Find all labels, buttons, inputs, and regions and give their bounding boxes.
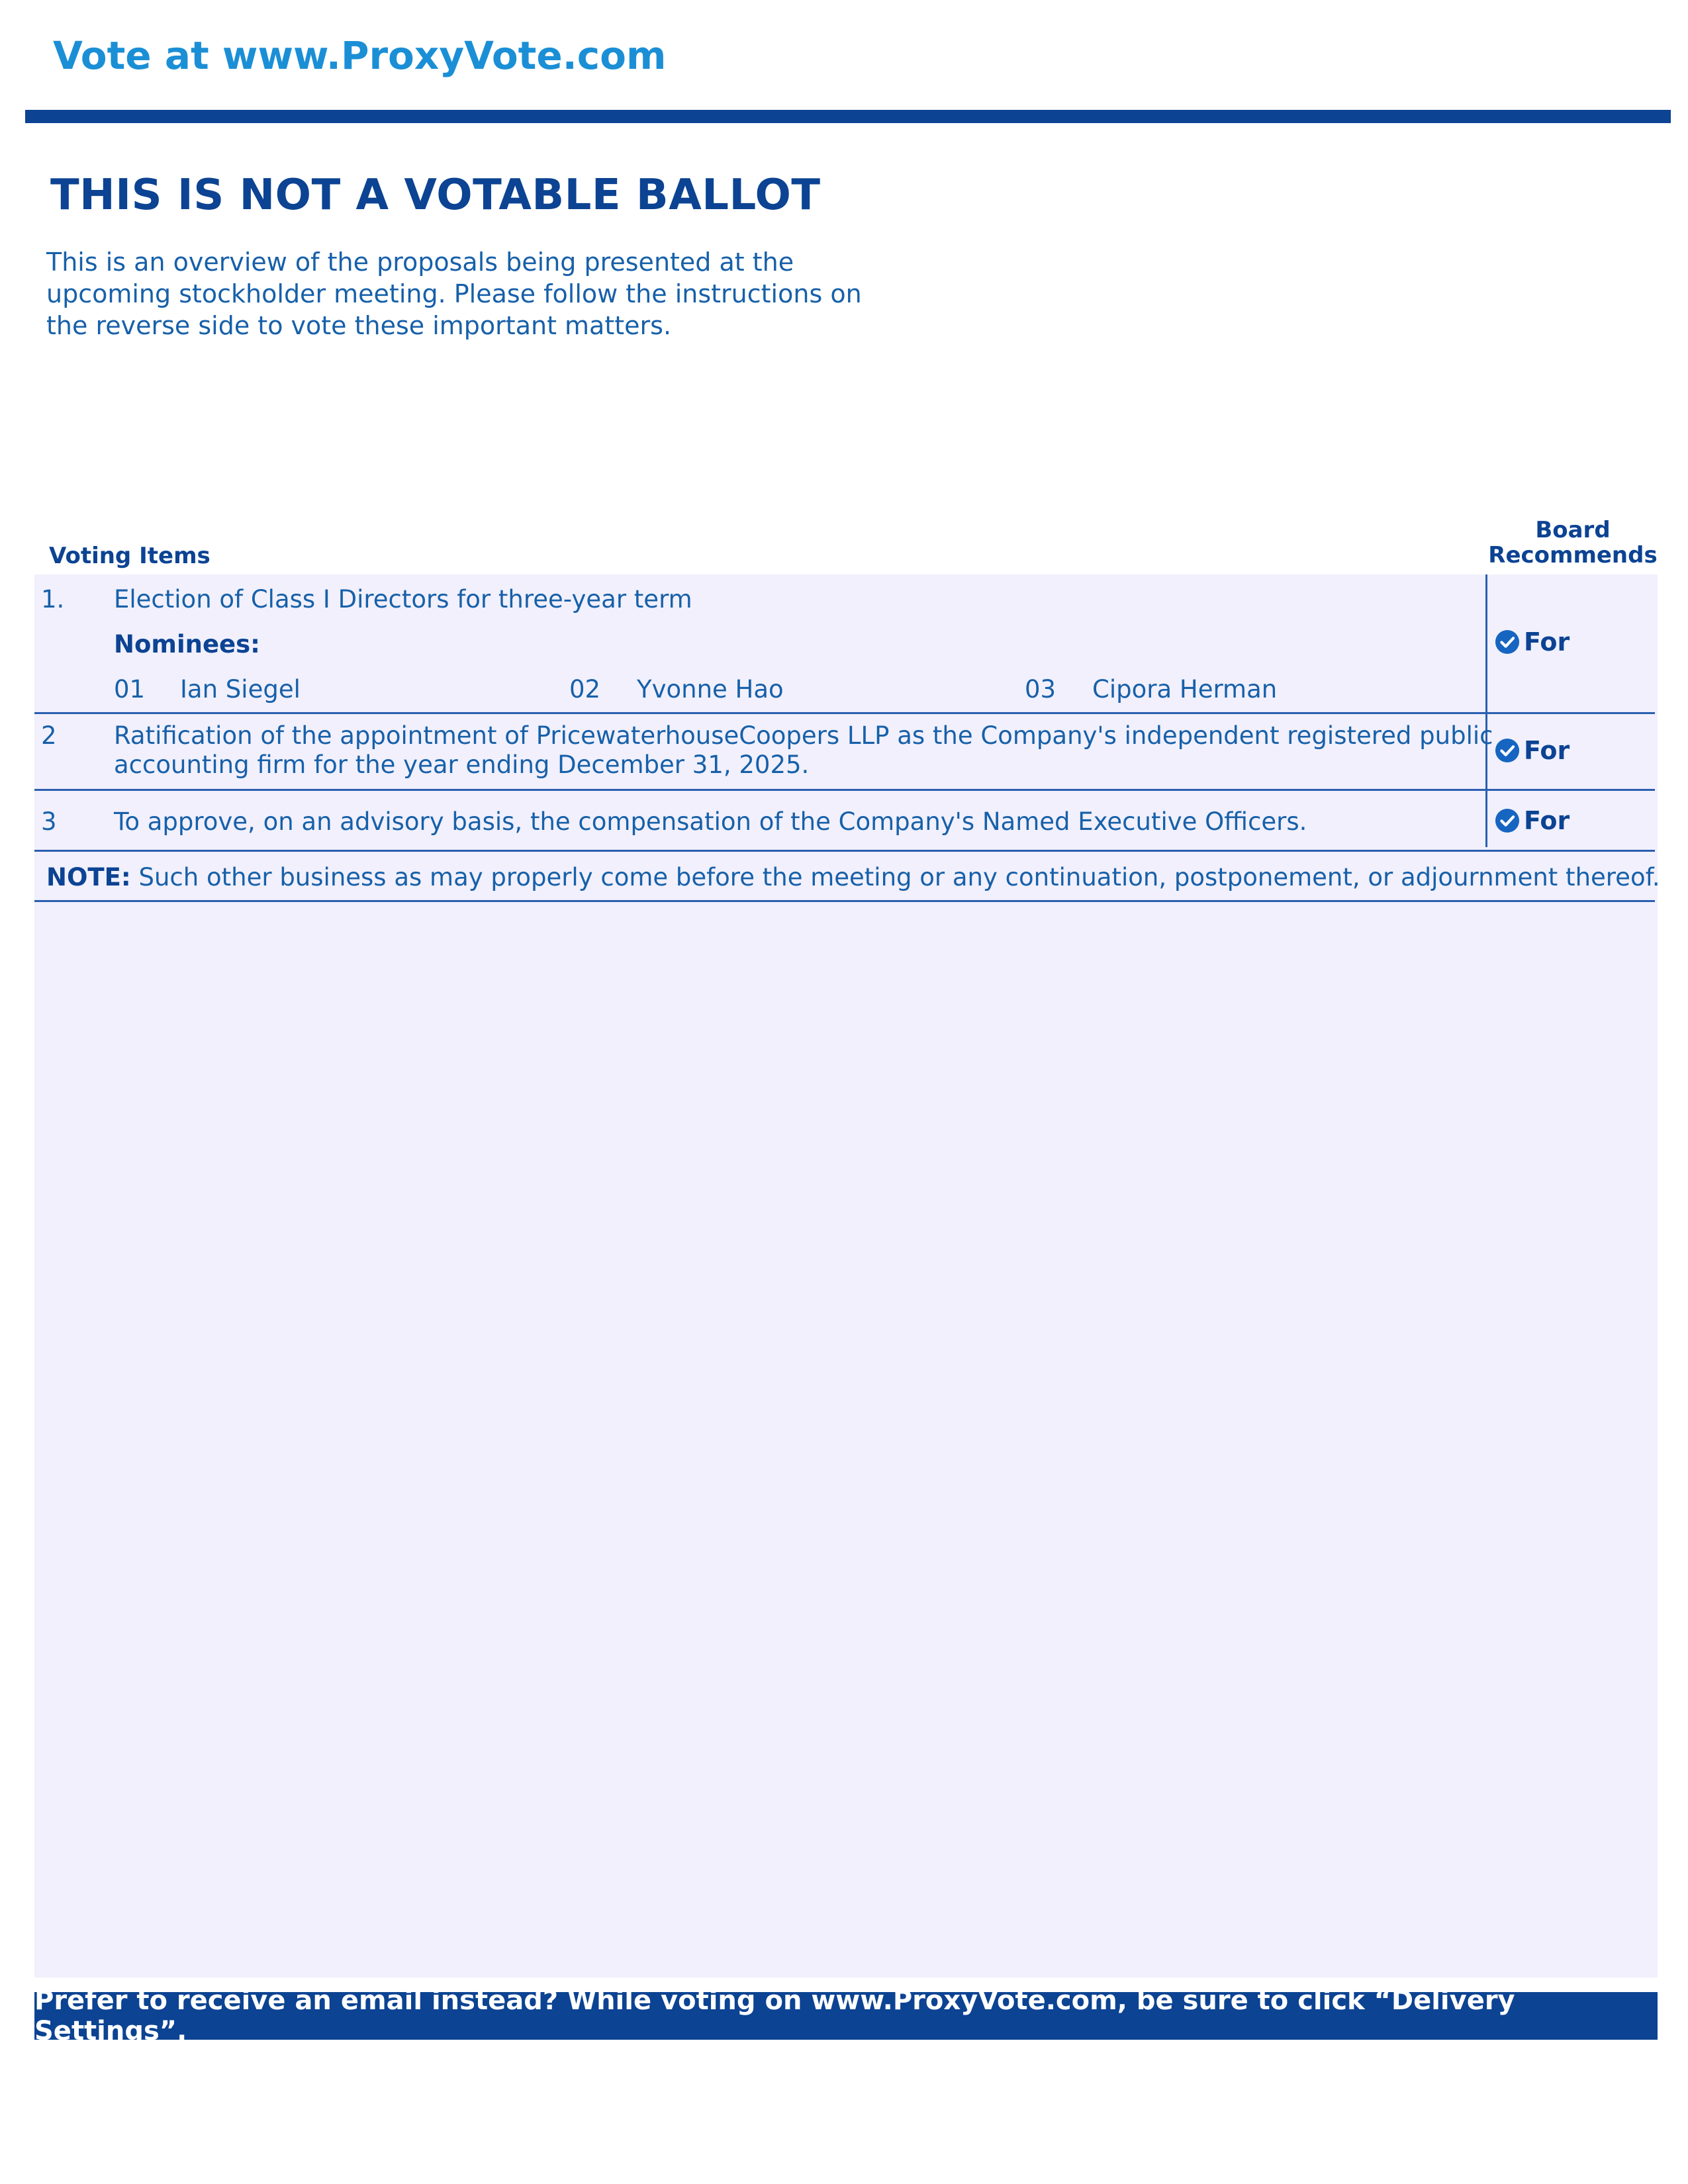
row-divider [34, 712, 1655, 714]
delivery-settings-banner [34, 1985, 1658, 2046]
item-1-recommendation [1495, 627, 1570, 657]
intro-paragraph: This is an overview of the proposals being presented at the upcoming stockholder meeting. Please follow the instructions on the reverse side to vote these important matters. [46, 248, 862, 340]
item-2-text-line2: accounting firm for the year ending December 31, 2025. [114, 751, 810, 779]
check-circle-icon [1495, 629, 1520, 655]
nominee-1-number: 01 [114, 675, 146, 704]
item-2-text-line1: Ratification of the appointment of PricewaterhouseCoopers LLP as the Company's independent registered public [114, 721, 1493, 750]
nominee-3-name: Cipora Herman [1092, 675, 1278, 704]
note-text: Such other business as may properly come before the meeting or any continuation, postponement, or adjournment thereof. [138, 863, 1660, 891]
board-recommends-line1: Board [1535, 517, 1611, 543]
nominees-label: Nominees: [114, 630, 260, 659]
nominee-1-name: Ian Siegel [180, 675, 301, 704]
note-divider [34, 900, 1655, 902]
board-recommends-header [1480, 518, 1665, 568]
delivery-settings-text: Prefer to receive an email instead? While voting on www.ProxyVote.com, be sure to click “Delivery Settings”. [34, 1985, 1515, 2046]
item-2-recommendation-label: For [1524, 736, 1570, 765]
row-divider [34, 850, 1655, 852]
note-label: NOTE: [46, 863, 131, 891]
nominee-2-number: 02 [569, 675, 601, 704]
item-2-number: 2 [41, 721, 57, 750]
item-2-recommendation [1495, 736, 1570, 765]
item-3-recommendation [1495, 806, 1570, 835]
item-3-number: 3 [41, 807, 57, 836]
nominee-3-number: 03 [1025, 675, 1056, 704]
proxyvote-header-link[interactable]: Vote at www.ProxyVote.com [53, 33, 667, 78]
page-title: THIS IS NOT A VOTABLE BALLOT [50, 171, 821, 220]
rec-column-divider [1485, 574, 1487, 847]
voting-items-header: Voting Items [49, 543, 211, 569]
board-recommends-line2: Recommends [1488, 542, 1658, 569]
nominee-2-name: Yvonne Hao [637, 675, 784, 704]
item-3-text: To approve, on an advisory basis, the compensation of the Company's Named Executive Officers. [114, 807, 1307, 836]
header-divider [25, 110, 1671, 123]
item-3-recommendation-label: For [1524, 806, 1570, 835]
note-line [46, 863, 1660, 891]
item-1-text: Election of Class I Directors for three-year term [114, 585, 692, 614]
check-circle-icon [1495, 808, 1520, 833]
check-circle-icon [1495, 738, 1520, 763]
item-1-number: 1. [41, 585, 65, 614]
voting-items-panel [34, 574, 1658, 1978]
item-1-recommendation-label: For [1524, 627, 1570, 657]
row-divider [34, 789, 1655, 791]
